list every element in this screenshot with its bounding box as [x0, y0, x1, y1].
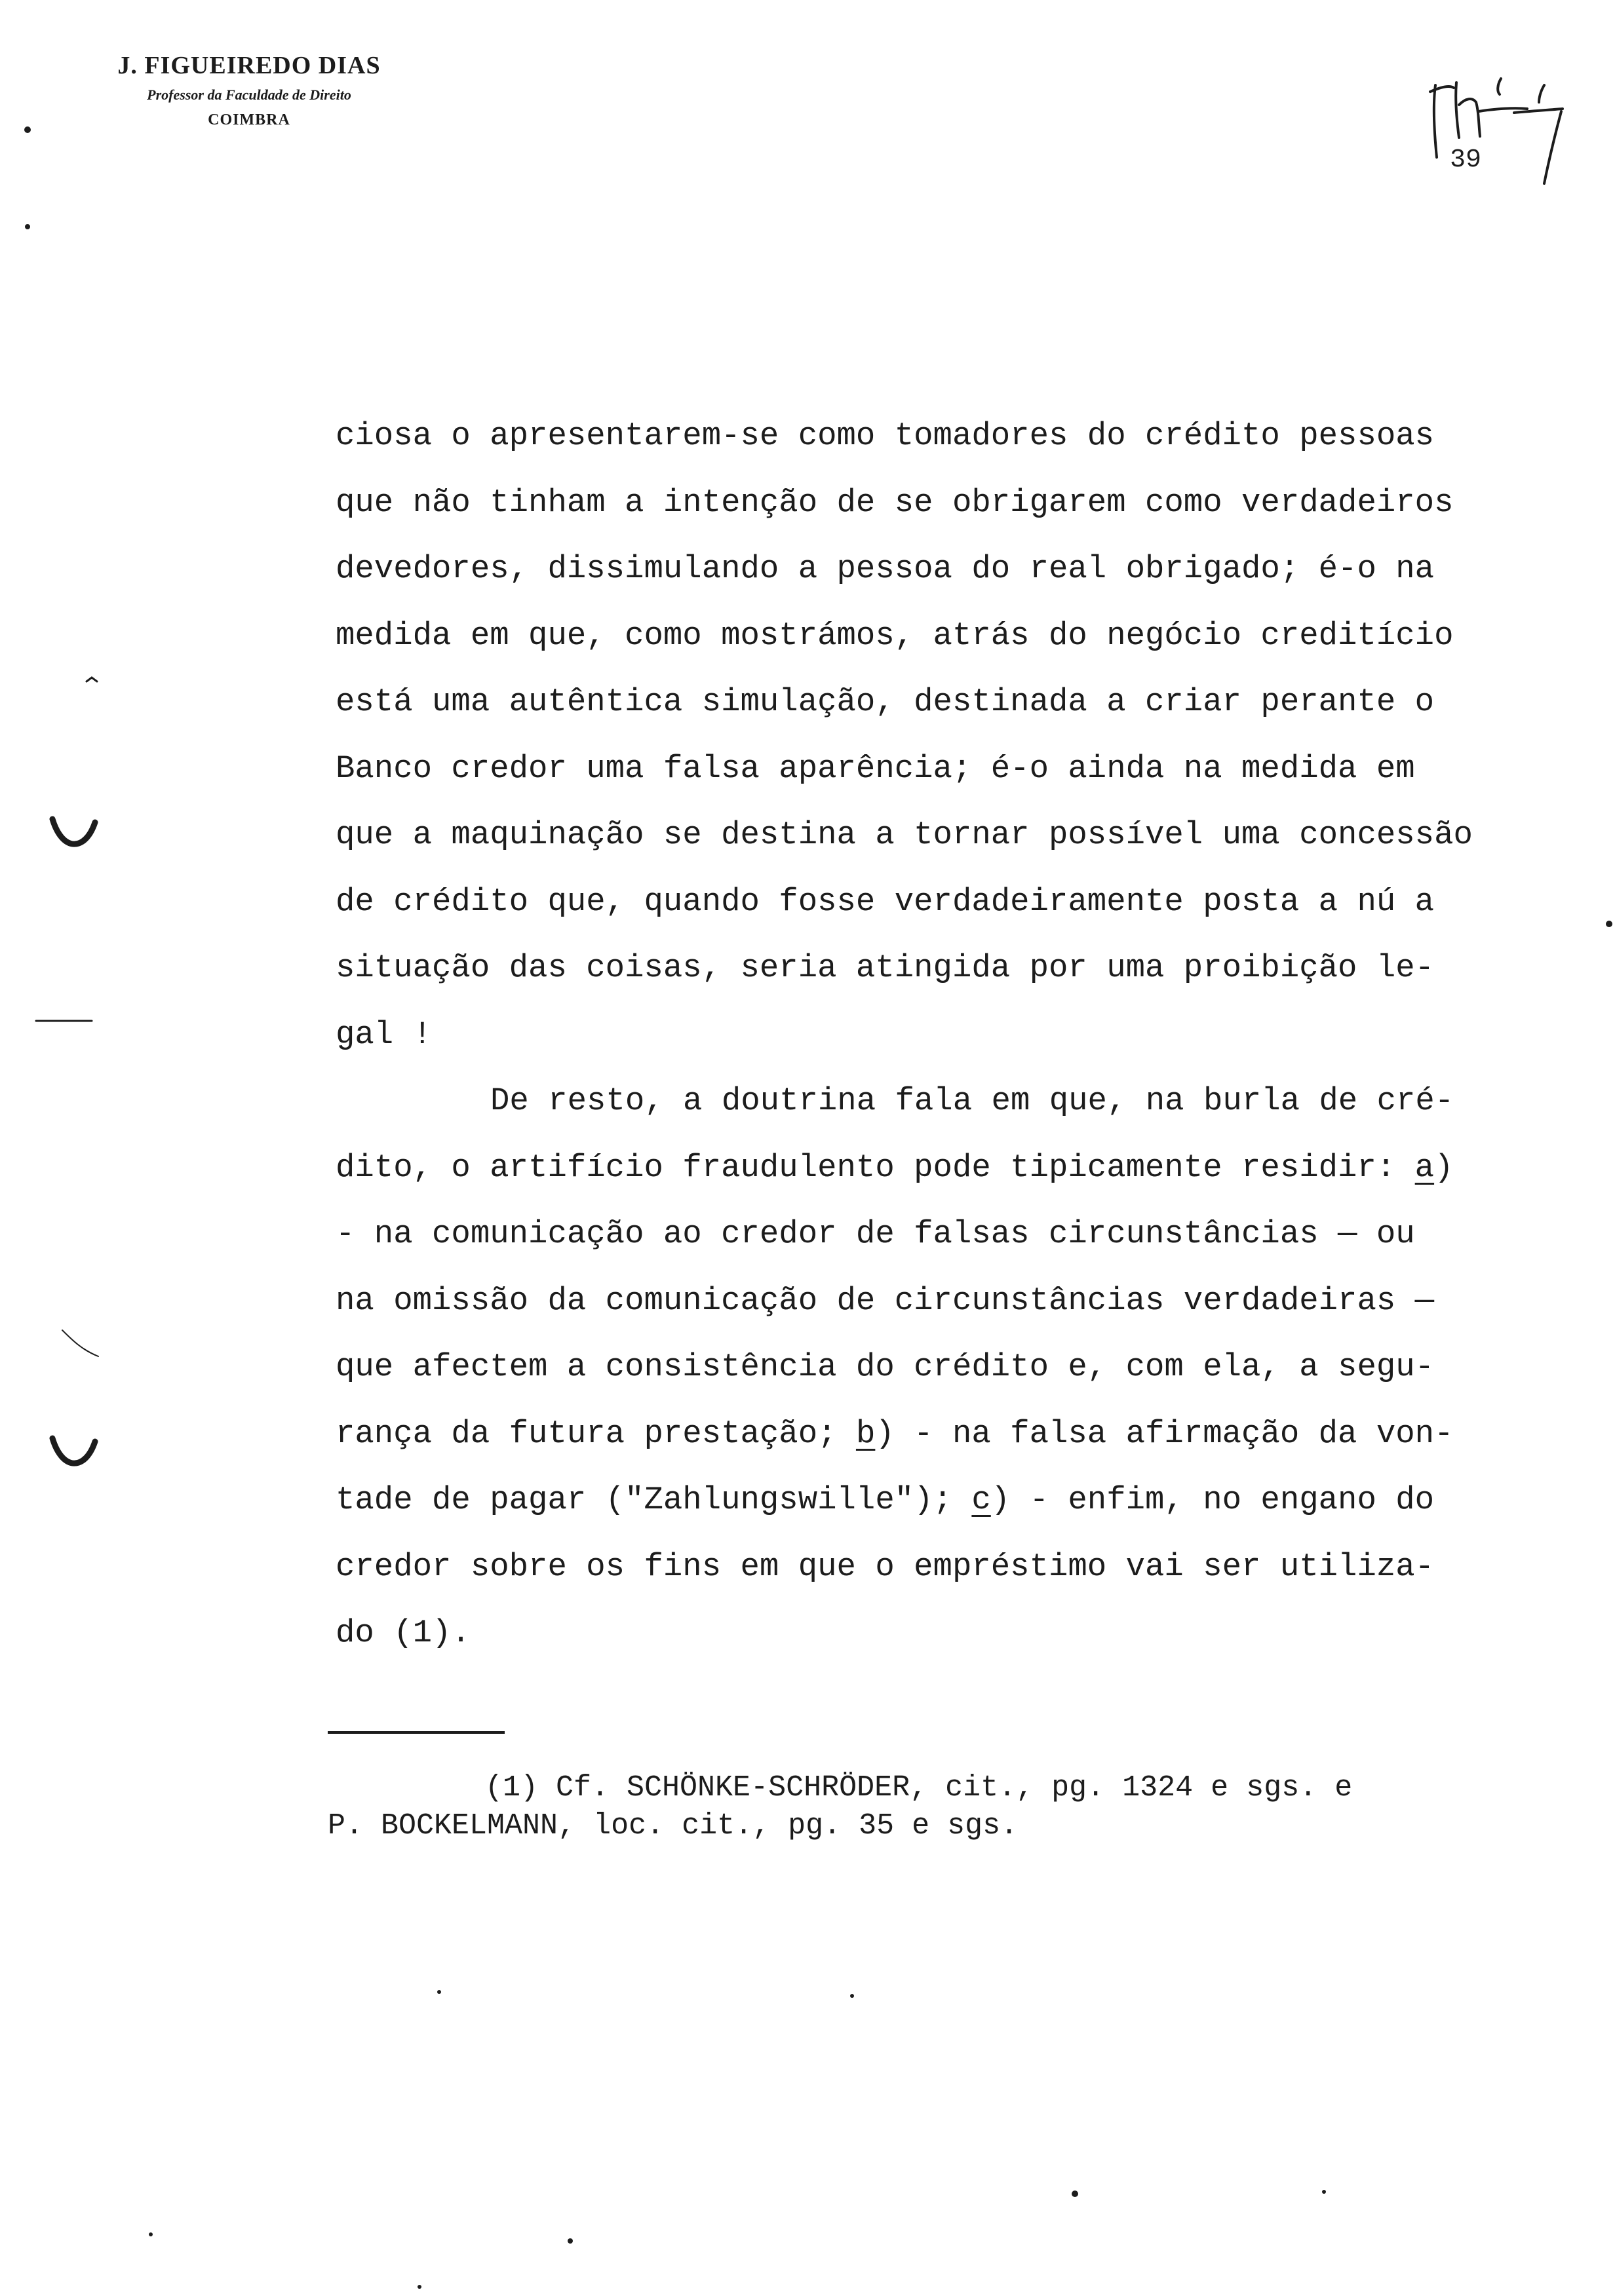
item-marker-a: a: [1414, 1149, 1435, 1186]
text-line: - na comunicação ao credor de falsas circunstâncias — ou: [336, 1215, 1415, 1252]
text-line: está uma autêntica simulação, destinada a criar perante o: [336, 683, 1435, 720]
footnote-line: (1) Cf. SCHÖNKE-SCHRÖDER, cit., pg. 1324 e sgs. e: [485, 1771, 1353, 1805]
text-line: medida em que, como mostrámos, atrás do negócio creditício: [336, 617, 1454, 654]
text-line: que não tinham a intenção de se obrigarem como verdadeiros: [336, 484, 1454, 521]
text-span: ) - na falsa afirmação da von-: [875, 1415, 1454, 1452]
item-marker-c: c: [971, 1482, 991, 1518]
text-line: que afectem a consistência do crédito e, com ela, a segu-: [336, 1349, 1435, 1385]
letterhead-name: J. FIGUEIREDO DIAS: [117, 52, 381, 79]
text-line: na omissão da comunicação de circunstâncias verdadeiras —: [336, 1282, 1435, 1319]
text-line: De resto, a doutrina fala em que, na burla de cré-: [490, 1082, 1454, 1119]
text-span: ) - enfim, no engano do: [990, 1482, 1435, 1518]
text-line: gal !: [336, 1016, 433, 1053]
letterhead-title: Professor da Faculdade de Direito: [147, 86, 351, 103]
text-span: rança da futura prestação;: [336, 1415, 856, 1452]
text-line: do (1).: [336, 1615, 471, 1651]
text-line: credor sobre os fins em que o empréstimo vai ser utiliza-: [336, 1548, 1435, 1585]
text-span: dito, o artifício fraudulento pode tipicamente residir:: [336, 1149, 1415, 1186]
page-number: 39: [1450, 145, 1482, 175]
text-line: situação das coisas, seria atingida por uma proibição le-: [336, 949, 1435, 986]
text-line: devedores, dissimulando a pessoa do real obrigado; é-o na: [336, 550, 1435, 587]
text-span: tade de pagar ("Zahlungswille");: [336, 1482, 972, 1518]
text-line: que a maquinação se destina a tornar possível uma concessão: [336, 816, 1473, 853]
footnote-line: P. BOCKELMANN, loc. cit., pg. 35 e sgs.: [328, 1809, 1019, 1843]
item-marker-b: b: [855, 1415, 876, 1452]
text-line: ciosa o apresentarem-se como tomadores do crédito pessoas: [336, 417, 1435, 454]
letterhead-city: COIMBRA: [208, 111, 290, 128]
text-span: ): [1434, 1149, 1454, 1186]
text-line: Banco credor uma falsa aparência; é-o ainda na medida em: [336, 750, 1415, 787]
text-line: de crédito que, quando fosse verdadeiramente posta a nú a: [336, 883, 1435, 920]
